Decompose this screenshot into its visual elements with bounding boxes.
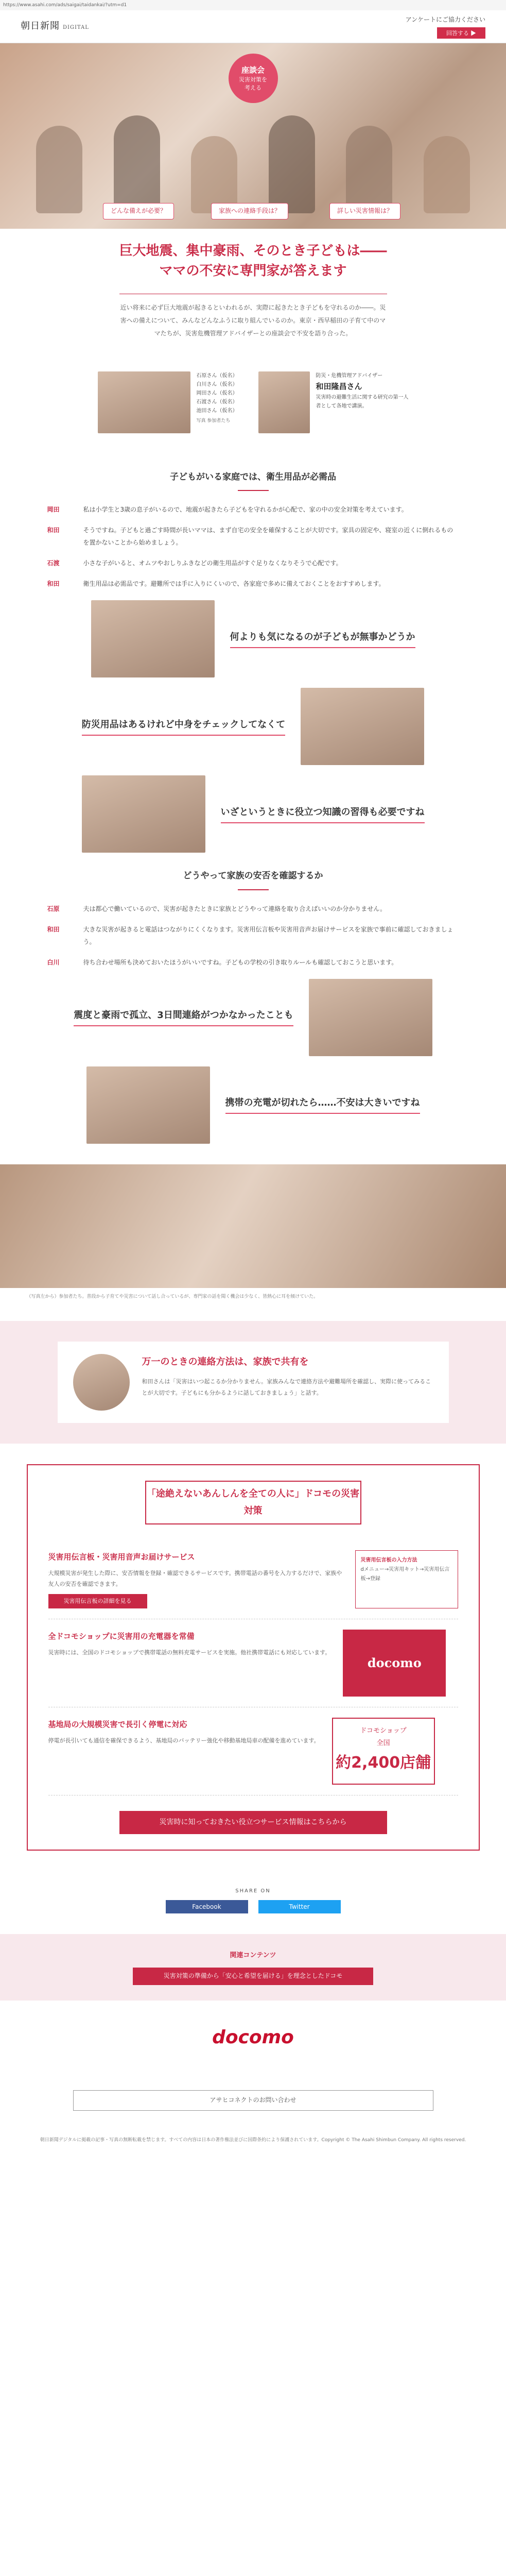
share-buttons bbox=[0, 1900, 506, 1913]
site-logo[interactable] bbox=[21, 18, 89, 35]
quote-card-5 bbox=[68, 1066, 439, 1144]
quote-card-2 bbox=[68, 688, 439, 765]
expert-title: 防災・危機管理アドバイザー bbox=[316, 372, 383, 379]
speaker-label: 白川 bbox=[47, 958, 60, 966]
docomo-logo[interactable]: docomo bbox=[212, 2026, 294, 2048]
quote-photo bbox=[86, 1066, 210, 1144]
service-text: 災害時には、全国のドコモショップで携帯電話の無料充電サービスを実施。他社携帯電話にも対応しています。 bbox=[48, 1649, 331, 1656]
quote-text: 何よりも気になるのが子どもが無事かどうか bbox=[230, 630, 415, 648]
dialog-text: 夫は都心で働いているので、災害が起きたときに家族とどうやって連絡を取り合えばいいのか分かりません。 bbox=[83, 905, 386, 912]
badge-line: 災害対策を bbox=[239, 76, 267, 83]
related-section bbox=[0, 1934, 506, 2001]
expert-name: 和田隆昌さん bbox=[316, 381, 362, 391]
hero-person bbox=[346, 126, 392, 213]
participant-name: 岡田さん（仮名） bbox=[196, 390, 238, 396]
service-text: 大規模災害が発生した際に、安否情報を登録・確認できるサービスです。携帯電話の番号を入力するだけで、家族や友人の安否を確認できます。 bbox=[48, 1569, 342, 1587]
participants-photo bbox=[98, 371, 190, 433]
dialog-line bbox=[47, 903, 459, 915]
docomo-shop-image: docomo bbox=[343, 1630, 446, 1697]
contact-bar[interactable]: アサヒコネクトのお問い合わせ bbox=[73, 2090, 433, 2111]
service-title: 全ドコモショップに災害用の充電器を常備 bbox=[48, 1631, 195, 1641]
dialog-2 bbox=[47, 903, 459, 969]
participant-name: 池田さん（仮名） bbox=[196, 408, 238, 414]
service-title: 災害用伝言板・災害用音声お届けサービス bbox=[48, 1552, 195, 1562]
summary-title: 万一のときの連絡方法は、家族で共有を bbox=[142, 1357, 309, 1368]
photo-caption: （写真左から）参加者たち。普段から子育てや災害について話し合っているが、専門家の話を聞く機会は少なく、皆熱心に耳を傾けていた。 bbox=[26, 1294, 319, 1299]
hero-bubble-2: 家族への連絡手段は？ bbox=[211, 203, 288, 219]
dialog-line bbox=[47, 557, 459, 569]
expert-photo bbox=[258, 371, 310, 433]
title-line-1: 巨大地震、集中豪雨、そのとき子どもは―― bbox=[119, 243, 387, 259]
hero-bubble-1: どんな備えが必要？ bbox=[103, 203, 174, 219]
related-label: 関連コンテンツ bbox=[230, 1951, 276, 1959]
twitter-share-button[interactable]: Twitter bbox=[258, 1900, 341, 1913]
count-label: ドコモショップ bbox=[360, 1727, 407, 1735]
speaker-label: 石原 bbox=[47, 905, 60, 912]
dialog-text: 小さな子がいると、オムツやおしりふきなどの衛生用品がすぐ足りなくなりそうで心配です。 bbox=[83, 560, 342, 567]
page-title bbox=[0, 229, 506, 286]
service-title: 基地局の大規模災害で長引く停電に対応 bbox=[48, 1719, 187, 1729]
speaker-label: 和田 bbox=[47, 925, 60, 933]
service-3 bbox=[48, 1707, 458, 1795]
related-link[interactable]: 災害対策の準備から「安心と希望を届ける」を理念としたドコモ bbox=[133, 1968, 374, 1985]
dialog-text: そうですね。子どもと過ごす時間が長いママは、まず自宅の安全を確保することが大切です。家具の固定や、寝室の近くに倒れるものを置かないことから始めましょう。 bbox=[83, 527, 453, 547]
quote-photo bbox=[82, 775, 205, 853]
badge-title: 座談会 bbox=[241, 65, 265, 75]
dialog-text: 大きな災害が起きると電話はつながりにくくなります。災害用伝言板や災害用音声お届けサービスを家族で事前に確認しておきましょう。 bbox=[83, 925, 453, 945]
quote-text: 防災用品はあるけれど中身をチェックしてなくて bbox=[82, 718, 285, 736]
service-info-button[interactable]: 災害時に知っておきたい役立つサービス情報はこちらから bbox=[119, 1811, 387, 1834]
howto-text: dメニュー→災害用キット→災害用伝言板→登録 bbox=[360, 1566, 450, 1582]
service-1 bbox=[48, 1540, 458, 1619]
facebook-share-button[interactable]: Facebook bbox=[166, 1900, 248, 1913]
service-2 bbox=[48, 1619, 458, 1707]
quote-card-1 bbox=[68, 600, 439, 677]
howto-card bbox=[355, 1550, 458, 1608]
site-header bbox=[0, 10, 506, 43]
hero-person bbox=[36, 126, 82, 213]
badge-line: 考える bbox=[245, 84, 261, 91]
quote-card-4 bbox=[68, 979, 439, 1056]
participants-list bbox=[197, 371, 238, 425]
dialog-line bbox=[47, 578, 459, 590]
quote-text: 携帯の充電が切れたら……不安は大きいですね bbox=[225, 1096, 420, 1114]
hero-person bbox=[424, 136, 470, 213]
section-heading-2: どうやって家族の安否を確認するか bbox=[0, 868, 506, 890]
expert-desc: 災害時の避難生活に関する研究の第一人者として各地で講演。 bbox=[316, 395, 409, 410]
dialog-1 bbox=[47, 503, 459, 590]
survey-area bbox=[406, 14, 485, 39]
hero-person bbox=[114, 115, 160, 213]
shop-count-card bbox=[332, 1718, 435, 1785]
docomo-title: 「途絶えないあんしんを全ての人に」ドコモの災害対策 bbox=[145, 1481, 361, 1524]
participant-name: 石渡さん（仮名） bbox=[196, 399, 238, 405]
share-label: SHARE ON bbox=[235, 1888, 271, 1894]
participants-caption: 写真 参加者たち bbox=[196, 418, 231, 423]
expert bbox=[258, 371, 409, 433]
speaker-label: 和田 bbox=[47, 527, 60, 534]
hero-person bbox=[191, 136, 237, 213]
logo-text: 朝日新聞 bbox=[21, 21, 60, 32]
quote-photo bbox=[91, 600, 215, 677]
service-text: 停電が長引いても通信を確保できるよう、基地局のバッテリー強化や移動基地局車の配備を進めています。 bbox=[48, 1737, 320, 1744]
quote-text: 震度と豪雨で孤立、3日間連絡がつかなかったことも bbox=[74, 1008, 293, 1026]
participants bbox=[98, 371, 238, 433]
speaker-label: 和田 bbox=[47, 580, 60, 588]
dialog-text: 私は小学生と3歳の息子がいるので、地震が起きたら子どもを守れるかが心配で、家の中の安全対策を考えています。 bbox=[83, 506, 408, 514]
quote-text: いざというときに役立つ知識の習得も必要ですね bbox=[221, 805, 425, 823]
speaker-label: 石渡 bbox=[47, 560, 60, 567]
survey-text: アンケートにご協力ください bbox=[405, 15, 485, 23]
dialog-text: 待ち合わせ場所も決めておいたほうがいいですね。子どもの学校の引き取りルールも確認しておこうと思います。 bbox=[83, 958, 398, 966]
hero-image bbox=[0, 43, 506, 229]
dialog-line bbox=[47, 923, 459, 948]
survey-button[interactable]: 回答する ▶ bbox=[437, 27, 485, 39]
expert-info bbox=[316, 371, 409, 411]
logo-sub: DIGITAL bbox=[63, 25, 89, 31]
howto-title: 災害用伝言板の入力方法 bbox=[360, 1557, 417, 1563]
speakers bbox=[0, 361, 506, 454]
expert-avatar bbox=[73, 1354, 130, 1411]
dialog-line bbox=[47, 503, 459, 516]
service-detail-button[interactable]: 災害用伝言板の詳細を見る bbox=[48, 1594, 147, 1608]
hero-bubble-3: 詳しい災害情報は？ bbox=[329, 203, 400, 219]
lead-text: 近い将来に必ず巨大地震が起きるといわれるが、実際に起きたとき子どもを守れるのか――。災害への備えについて、みんなどんなふうに取り組んでいるのか。東京・西早稲田の子育て中のママたちが、災害危機管理アドバイザーとの座談会で不安を語り合った。 bbox=[120, 304, 386, 337]
dialog-line bbox=[47, 524, 459, 549]
hero-badge bbox=[229, 54, 278, 103]
copyright: 朝日新聞デジタルに掲載の記事・写真の無断転載を禁じます。すべての内容は日本の著作権法並びに国際条約により保護されています。Copyright © The Asahi Shimbun Company. All rights reserved. bbox=[40, 2138, 466, 2143]
participant-name: 白川さん（仮名） bbox=[196, 381, 238, 387]
section-heading-1: 子どもがいる家庭では、衛生用品が必需品 bbox=[0, 469, 506, 492]
count-prefix: 全国 bbox=[376, 1739, 390, 1747]
url-text: https://www.asahi.com/ads/saigai/taidankai/?utm=d1 bbox=[0, 0, 506, 10]
dialog-text: 衛生用品は必需品です。避難所では手に入りにくいので、各家庭で多めに備えておくことをおすすめします。 bbox=[83, 580, 385, 588]
count-value: 約2,400店舗 bbox=[336, 1753, 431, 1772]
quote-photo bbox=[309, 979, 432, 1056]
summary-section bbox=[0, 1321, 506, 1444]
hero-person bbox=[269, 115, 315, 213]
summary-body: 和田さんは「災害はいつ起こるか分かりません。家族みんなで連絡方法や避難場所を確認し、実際に使ってみることが大切です。子どもにも分かるように話しておきましょう」と話す。 bbox=[142, 1378, 431, 1396]
title-line-2: ママの不安に専門家が答えます bbox=[159, 263, 347, 279]
dialog-line bbox=[47, 956, 459, 969]
docomo-section bbox=[27, 1464, 480, 1851]
group-photo bbox=[0, 1164, 506, 1288]
summary-card bbox=[58, 1342, 449, 1423]
speaker-label: 岡田 bbox=[47, 506, 60, 514]
quote-card-3 bbox=[68, 775, 439, 853]
share-section bbox=[0, 1871, 506, 1919]
participant-name: 石原さん（仮名） bbox=[196, 372, 238, 379]
quote-photo bbox=[301, 688, 424, 765]
